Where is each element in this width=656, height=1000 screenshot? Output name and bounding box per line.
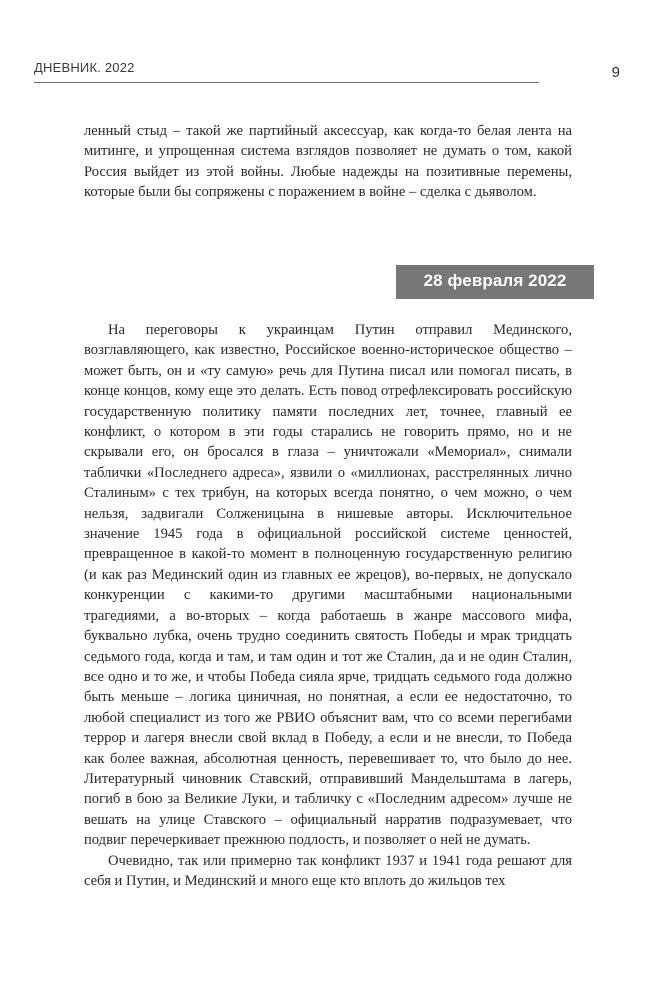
page-number: 9 [611, 64, 620, 81]
date-banner [396, 265, 594, 299]
paragraph: Очевидно, так или примерно так конфликт 1937 и 1941 года решают для себя и Путин, и Мединский и много еще кто вплоть до жильцов тех [84, 852, 572, 889]
entry-body [84, 320, 572, 891]
running-header [34, 60, 624, 86]
header-rule [34, 82, 539, 83]
paragraph: На переговоры к украинцам Путин отправил Мединского, возглавляющего, как известно, Российское военно-историческое общество – может быть, он и «ту самую» речь для Путина писал или помогал писать, в конце концов, кому еще это делать. Есть повод отрефлексировать российскую государственную политику памяти последних лет, точнее, главный ее конфликт, о котором в эти годы старались не говорить прямо, но и не скрывали его, он бросался в глаза – уничтожали «Мемориал», снимали таблички «Последнего адреса», язвили о «миллионах, расстрелянных лично Сталиным» с тех трибун, на которых всегда понятно, о чем можно, о чем нельзя, задвигали Солженицына в нишевые авторы. Исключительное значение 1945 года в официальной российской системе ценностей, превращенное в какой-то момент в полноценную государственную религию (и как раз Мединский один из главных ее жрецов), во-первых, не допускало конкуренции с какими-то другими масштабными национальными трагедиями, а во-вторых – когда работаешь в жанре массового мифа, буквально лубка, очень трудно соединить святость Победы и мрак тридцать седьмого года, когда и там, и там один и тот же Сталин, да и не один Сталин, все одно и то же, и чтобы Победа сияла ярче, тридцать седьмого года должно быть меньше – логика циничная, но понятная, а если ее недостаточно, то любой специалист из того же РВИО объяснит вам, что со всеми перегибами террор и лагеря внесли свой вклад в Победу, а если и не внесли, то Победа как более важная, абсолютная ценность, перевешивает то, что было до нее. Литературный чиновник Ставский, отправивший Мандельштама в лагерь, погиб в бою за Великие Луки, и табличку с «Последним адресом» лучше не вешать на улице Ставского – официальный нарратив подразумевает, что подвиг перечеркивает прежнюю подлость, и позволяет о ней не думать. [84, 322, 572, 849]
running-title: ДНЕВНИК. 2022 [34, 60, 135, 75]
paragraph-continued: ленный стыд – такой же партийный аксессуар, как когда-то белая лента на митинге, и упрощенная система взглядов позволяет не думать о том, какой Россия выйдет из этой войны. Любые надежды на позитивные перемены, которые были бы сопряжены с поражением в войне – сделка с дьяволом. [84, 123, 572, 201]
date-heading: 28 февраля 2022 [423, 271, 567, 290]
